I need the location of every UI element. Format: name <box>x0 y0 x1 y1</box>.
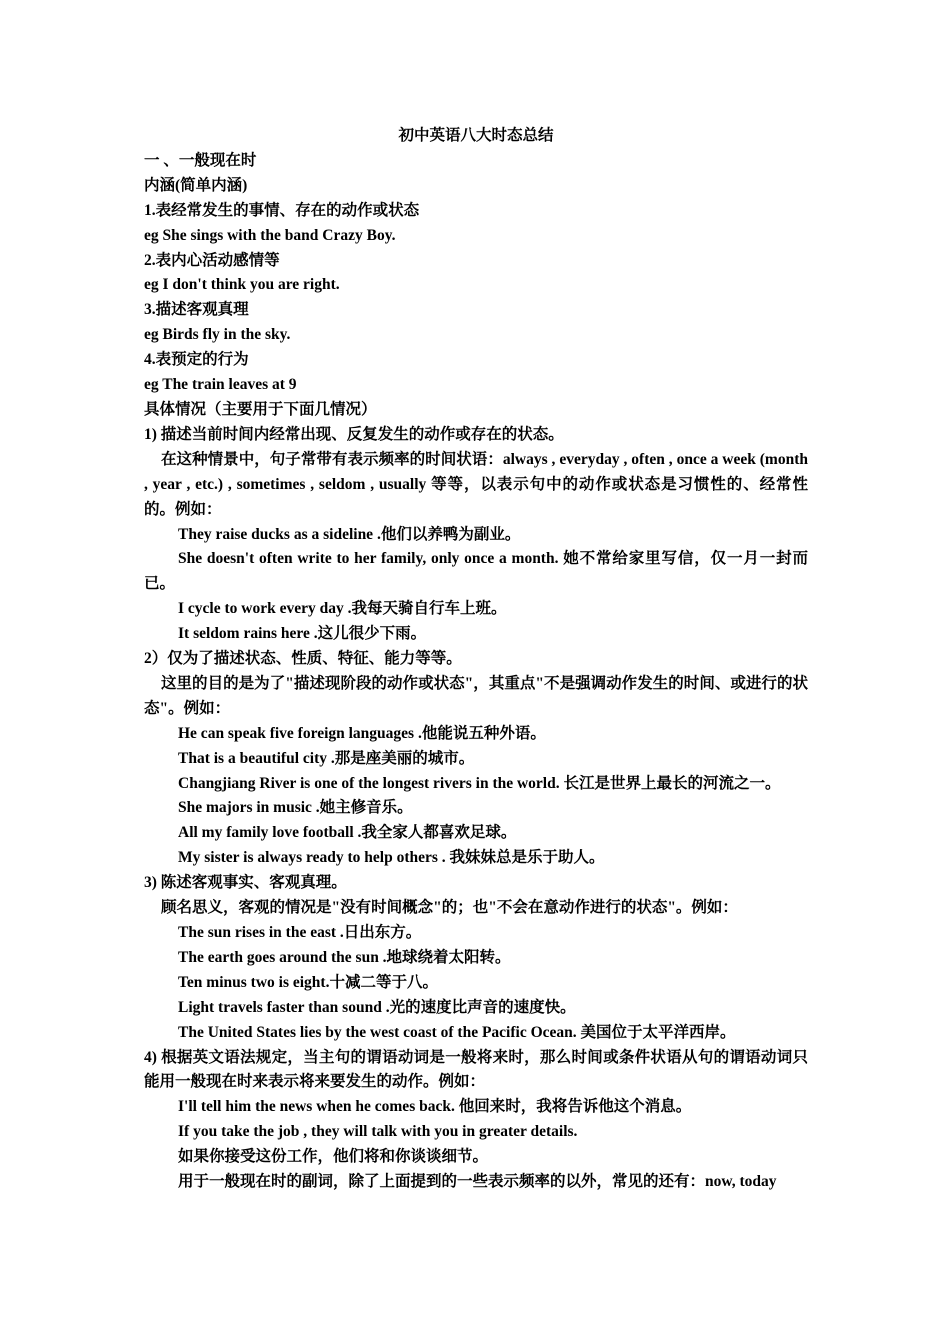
example-line: eg I don't think you are right. <box>144 276 340 294</box>
paragraph: 这里的目的是为了"描述现阶段的动作或状态"，其重点"不是强调动作发生的时间、或进行的状态"。例如： <box>144 674 808 717</box>
example-line: eg She sings with the band Crazy Boy. <box>144 226 396 244</box>
example-line: The earth goes around the sun .地球绕着太阳转。 <box>178 948 511 966</box>
usage-heading: 1) 描述当前时间内经常出现、反复发生的动作或存在的状态。 <box>144 425 564 443</box>
document-title: 初中英语八大时态总结 <box>398 127 554 144</box>
subheading: 具体情况（主要用于下面几情况） <box>144 400 377 418</box>
paragraph: 顾名思义，客观的情况是"没有时间概念"的；也"不会在意动作进行的状态"。例如： <box>161 899 738 917</box>
example-line: I cycle to work every day .我每天骑自行车上班。 <box>178 600 507 618</box>
example-line: All my family love football .我全家人都喜欢足球。 <box>178 824 517 842</box>
document-body <box>144 124 808 1195</box>
example-line: He can speak five foreign languages .他能说五种外语。 <box>178 724 546 742</box>
rule-item: 2.表内心活动感情等 <box>144 251 280 269</box>
example-line: eg The train leaves at 9 <box>144 376 297 394</box>
usage-heading: 3) 陈述客观事实、客观真理。 <box>144 874 347 892</box>
example-line: I'll tell him the news when he comes back. 他回来时，我将告诉他这个消息。 <box>178 1098 692 1116</box>
example-line: That is a beautiful city .那是座美丽的城市。 <box>178 749 475 767</box>
example-line: The sun rises in the east .日出东方。 <box>178 924 422 941</box>
example-line: Light travels faster than sound .光的速度比声音的速度快。 <box>178 998 576 1016</box>
example-line: Changjiang River is one of the longest rivers in the world. 长江是世界上最长的河流之一。 <box>178 774 781 792</box>
example-line: If you take the job , they will talk with you in greater details. <box>178 1123 578 1141</box>
paragraph: 在这种情景中，句子常带有表示频率的时间状语：always , everyday , often , once a week (month , year , etc.) , sometimes , seldom , usually 等等，以表示句中的动作或状态是习惯性的、经常性的。例如： <box>144 450 808 518</box>
example-line: My sister is always ready to help others . 我妹妹总是乐于助人。 <box>178 849 605 867</box>
paragraph: 用于一般现在时的副词，除了上面提到的一些表示频率的以外，常见的还有：now, today <box>178 1173 777 1191</box>
subheading: 内涵(简单内涵) <box>144 176 248 194</box>
example-line: Ten minus two is eight.十减二等于八。 <box>178 973 438 991</box>
example-line: It seldom rains here .这儿很少下雨。 <box>178 625 427 643</box>
usage-heading: 2）仅为了描述状态、性质、特征、能力等等。 <box>144 650 462 668</box>
section-heading: 一 、一般现在时 <box>144 151 257 169</box>
example-line: eg Birds fly in the sky. <box>144 326 291 344</box>
example-line: 如果你接受这份工作，他们将和你谈谈细节。 <box>178 1148 489 1166</box>
example-line: She doesn't often write to her family, only once a month. 她不常给家里写信，仅一月一封而已。 <box>144 550 808 593</box>
example-line: She majors in music .她主修音乐。 <box>178 799 413 817</box>
example-line: They raise ducks as a sideline .他们以养鸭为副业。 <box>178 525 521 543</box>
rule-item: 1.表经常发生的事情、存在的动作或状态 <box>144 201 420 219</box>
rule-item: 3.描述客观真理 <box>144 301 249 319</box>
usage-heading: 4) 根据英文语法规定，当主句的谓语动词是一般将来时，那么时间或条件状语从句的谓语动词只能用一般现在时来表示将来要发生的动作。例如： <box>144 1048 808 1091</box>
rule-item: 4.表预定的行为 <box>144 351 249 369</box>
example-line: The United States lies by the west coast of the Pacific Ocean. 美国位于太平洋西岸。 <box>178 1023 736 1041</box>
